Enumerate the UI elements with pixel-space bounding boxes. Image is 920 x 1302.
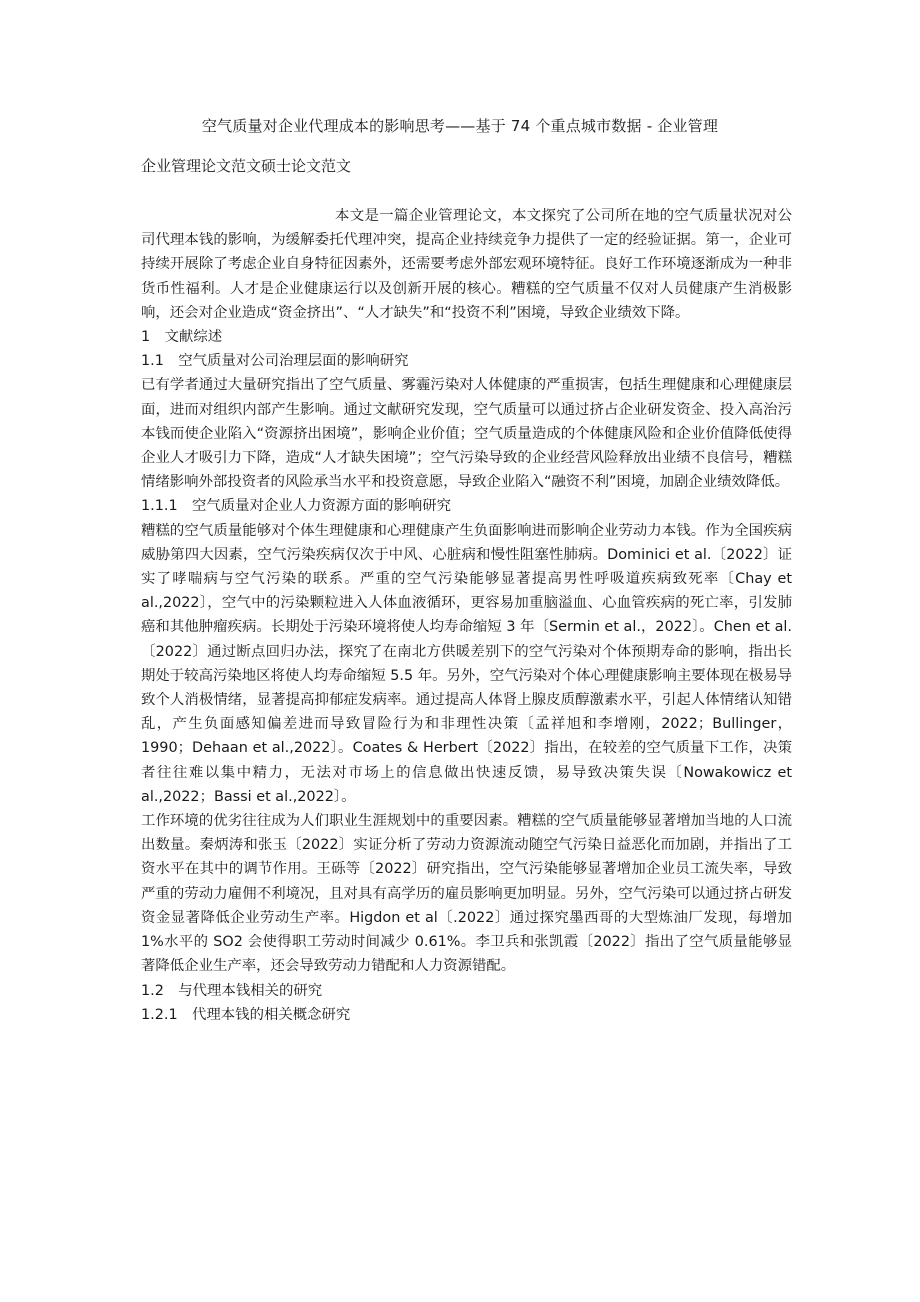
section-heading-1: 1 文献综述: [141, 329, 223, 346]
document-title: 空气质量对企业代理成本的影响思考——基于 74 个重点城市数据 - 企业管理: [201, 117, 719, 135]
intro-paragraph: 本文是一篇企业管理论文，本文探究了公司所在地的空气质量状况对公司代理本钱的影响，为缓解委托代理冲突，提高企业持续竞争力提供了一定的经验证据。第一，企业可持续开展除了考虑企业自身特征因素外，还需要考虑外部宏观环境特征。良好工作环境逐渐成为一种非货币性福利。人才是企业健康运行以及创新开展的核心。糟糕的空气质量不仅对人员健康产生消极影响，还会对企业造成“资金挤出”、“人才缺失”和“投资不利”困境，导致企业绩效下降。: [141, 208, 792, 321]
paragraph-1-1-1-b: 工作环境的优劣往往成为人们职业生涯规划中的重要因素。糟糕的空气质量能够显著增加当地的人口流出数量。秦炳涛和张玉〔2022〕实证分析了劳动力资源流动随空气污染日益恶化而加剧，并指出了工资水平在其中的调节作用。王砾等〔2022〕研究指出，空气污染能够显著增加企业员工流失率，导致严重的劳动力雇佣不利境况，且对具有高学历的雇员影响更加明显。另外，空气污染可以通过挤占研发资金显著降低企业劳动生产率。Higdon et al〔.2022〕通过探究墨西哥的大型炼油厂发现，每增加 1%水平的 SO2 会使得职工劳动时间减少 0.61%。李卫兵和张凯霞〔2022〕指出了空气质量能够显著降低企业生产率，还会导致劳动力错配和人力资源错配。: [141, 813, 792, 975]
section-heading-1-1-1: 1.1.1 空气质量对企业人力资源方面的影响研究: [141, 498, 452, 515]
section-heading-1-2-1: 1.2.1 代理本钱的相关概念研究: [141, 1006, 351, 1023]
section-heading-1-2: 1.2 与代理本钱相关的研究: [141, 982, 323, 999]
paragraph-1-1-1-a: 糟糕的空气质量能够对个体生理健康和心理健康产生负面影响进而影响企业劳动力本钱。作为全国疾病威胁第四大因素，空气污染疾病仅次于中风、心脏病和慢性阻塞性肺病。Dominici et al.〔2022〕证实了哮喘病与空气污染的联系。严重的空气污染能够显著提高男性呼吸道疾病致死率〔Chay et al.,2022〕，空气中的污染颗粒进入人体血液循环，更容易加重脑溢血、心血管疾病的死亡率，引发肺癌和其他肿瘤疾病。长期处于污染环境将使人均寿命缩短 3 年〔Sermin et al.，2022〕。Chen et al.〔2022〕通过断点回归办法，探究了在南北方供暖差别下的空气污染对个体预期寿命的影响，指出长期处于较高污染地区将使人均寿命缩短 5.5 年。另外，空气污染对个体心理健康影响主要体现在极易导致个人消极情绪，显著提高抑郁症发病率。通过提高人体肾上腺皮质醇激素水平，引起人体情绪认知错乱，产生负面感知偏差进而导致冒险行为和非理性决策〔孟祥旭和李增刚，2022；Bullinger，1990；Dehaan et al.,2022〕。Coates & Herbert〔2022〕指出，在较差的空气质量下工作，决策者往往难以集中精力，无法对市场上的信息做出快速反馈，易导致决策失误〔Nowakowicz et al.,2022；Bassi et al.,2022〕。: [141, 522, 792, 805]
section-heading-1-1: 1.1 空气质量对公司治理层面的影响研究: [141, 353, 409, 370]
document-subtitle: 企业管理论文范文硕士论文范文: [141, 157, 352, 175]
paragraph-1-1: 已有学者通过大量研究指出了空气质量、雾霾污染对人体健康的严重损害，包括生理健康和心理健康层面，进而对组织内部产生影响。通过文献研究发现，空气质量可以通过挤占企业研发资金、投入高治污本钱而使企业陷入“资源挤出困境”，影响企业价值；空气质量造成的个体健康风险和企业价值降低使得企业人才吸引力下降，造成“人才缺失困境”；空气污染导致的企业经营风险释放出业绩不良信号，糟糕情绪影响外部投资者的风险承当水平和投资意愿，导致企业陷入“融资不利”困境，加剧企业绩效降低。: [141, 377, 792, 491]
document-body: [141, 204, 792, 1027]
